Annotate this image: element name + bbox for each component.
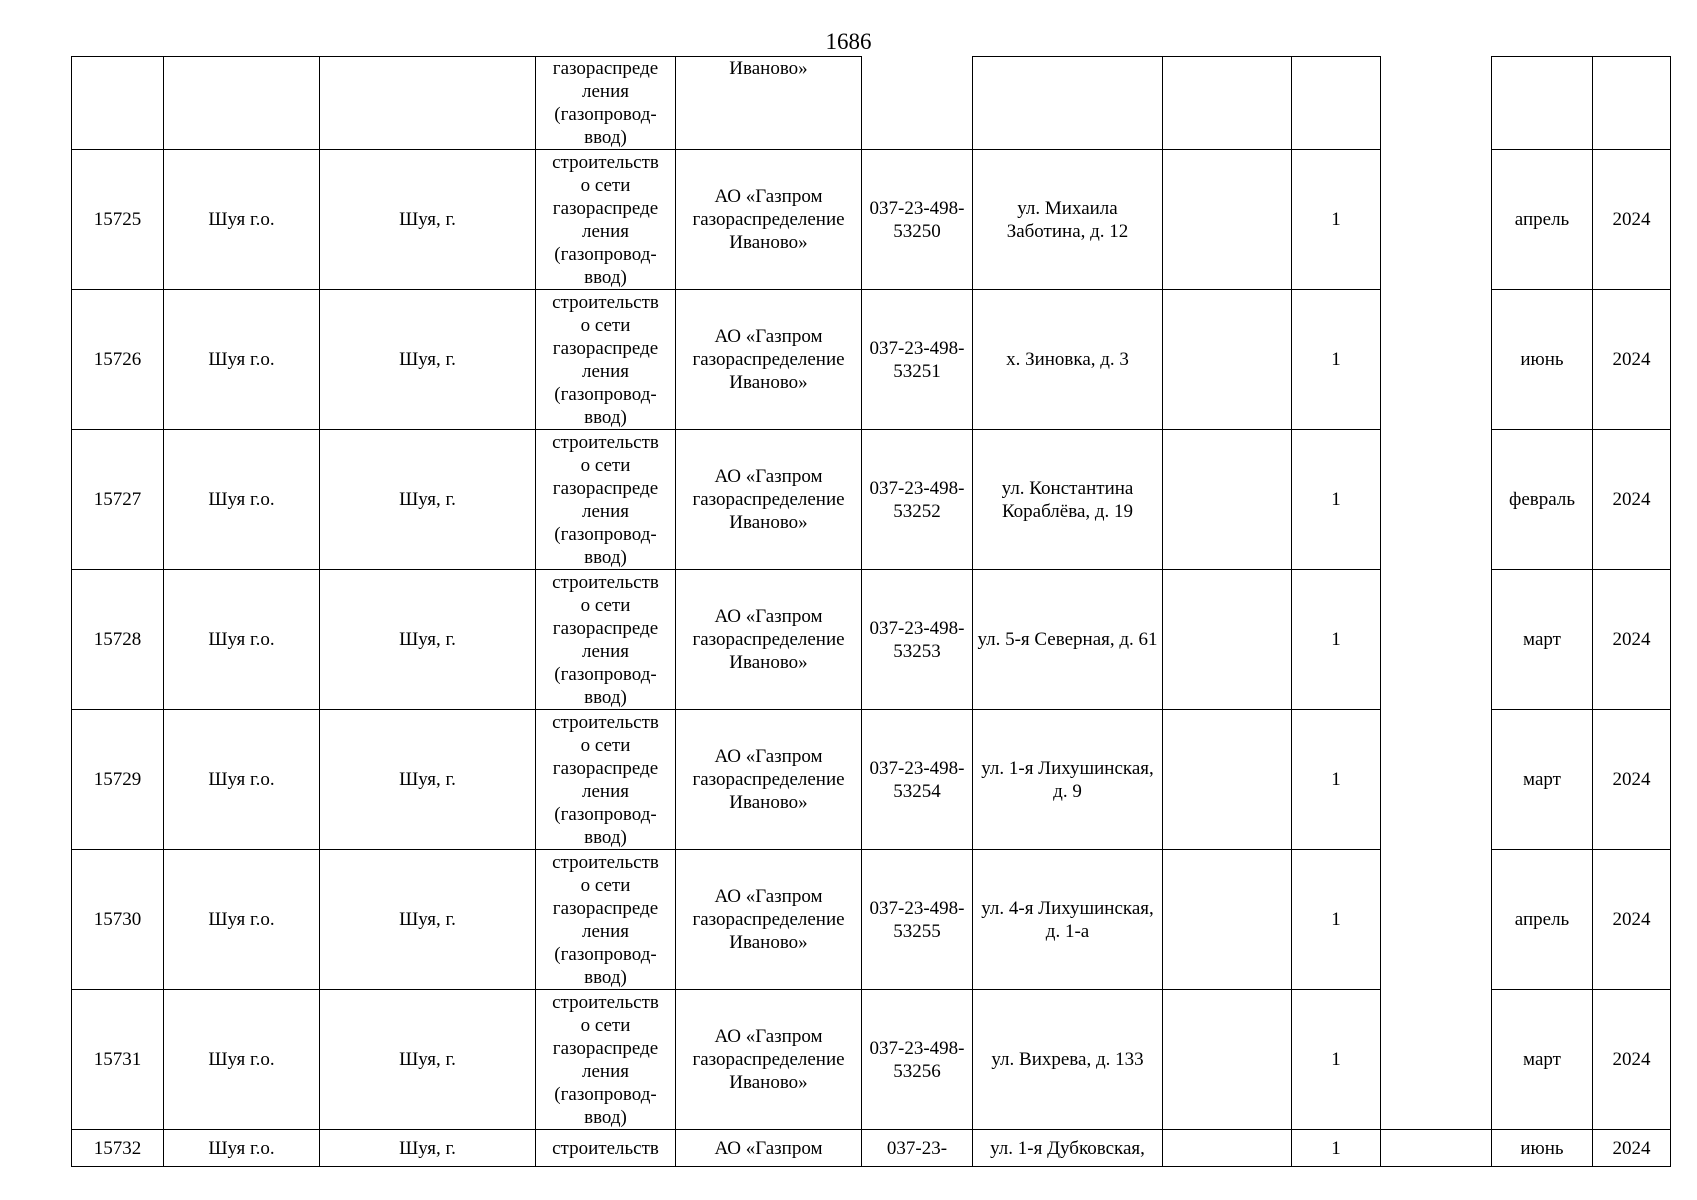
cell-blank bbox=[1163, 150, 1292, 290]
table-row bbox=[72, 150, 1671, 290]
cell-type: строительств bbox=[536, 1130, 676, 1167]
cell-org: Иваново» bbox=[676, 57, 862, 150]
cell-blank-2 bbox=[1381, 990, 1492, 1130]
cell-month: март bbox=[1492, 710, 1593, 850]
cell-id: 15730 bbox=[72, 850, 164, 990]
cell-address bbox=[973, 57, 1163, 150]
cell-org: АО «Газпром газораспределение Иваново» bbox=[676, 710, 862, 850]
cell-id: 15728 bbox=[72, 570, 164, 710]
cell-address: ул. Вихрева, д. 133 bbox=[973, 990, 1163, 1130]
cell-blank bbox=[1163, 430, 1292, 570]
cell-code bbox=[862, 57, 973, 150]
cell-locality: Шуя, г. bbox=[320, 570, 536, 710]
cell-code: 037-23- bbox=[862, 1130, 973, 1167]
cell-count bbox=[1292, 57, 1381, 150]
cell-code: 037-23-498-53254 bbox=[862, 710, 973, 850]
cell-code: 037-23-498-53256 bbox=[862, 990, 973, 1130]
cell-org: АО «Газпром газораспределение Иваново» bbox=[676, 990, 862, 1130]
cell-code: 037-23-498-53255 bbox=[862, 850, 973, 990]
cell-blank bbox=[1163, 850, 1292, 990]
cell-blank-2 bbox=[1381, 1130, 1492, 1167]
cell-type: строительств о сети газораспреде ления (газопровод- ввод) bbox=[536, 850, 676, 990]
cell-district: Шуя г.о. bbox=[164, 710, 320, 850]
cell-year: 2024 bbox=[1593, 570, 1671, 710]
cell-count: 1 bbox=[1292, 290, 1381, 430]
cell-blank bbox=[1163, 1130, 1292, 1167]
cell-month: март bbox=[1492, 990, 1593, 1130]
cell-type: строительств о сети газораспреде ления (газопровод- ввод) bbox=[536, 430, 676, 570]
cell-month: апрель bbox=[1492, 150, 1593, 290]
cell-type: строительств о сети газораспреде ления (газопровод- ввод) bbox=[536, 990, 676, 1130]
cell-blank bbox=[1163, 570, 1292, 710]
cell-district: Шуя г.о. bbox=[164, 290, 320, 430]
cell-count: 1 bbox=[1292, 430, 1381, 570]
cell-month bbox=[1492, 57, 1593, 150]
cell-id bbox=[72, 57, 164, 150]
cell-address: ул. 4-я Лихушинская, д. 1-а bbox=[973, 850, 1163, 990]
cell-district bbox=[164, 57, 320, 150]
cell-type: строительств о сети газораспреде ления (газопровод- ввод) bbox=[536, 290, 676, 430]
cell-address: ул. 1-я Лихушинская, д. 9 bbox=[973, 710, 1163, 850]
table-row bbox=[72, 290, 1671, 430]
cell-org: АО «Газпром газораспределение Иваново» bbox=[676, 150, 862, 290]
cell-blank bbox=[1163, 57, 1292, 150]
cell-code: 037-23-498-53251 bbox=[862, 290, 973, 430]
cell-district: Шуя г.о. bbox=[164, 150, 320, 290]
cell-count: 1 bbox=[1292, 990, 1381, 1130]
cell-id: 15731 bbox=[72, 990, 164, 1130]
cell-year: 2024 bbox=[1593, 1130, 1671, 1167]
cell-id: 15727 bbox=[72, 430, 164, 570]
cell-type: газораспреде ления (газопровод- ввод) bbox=[536, 57, 676, 150]
cell-district: Шуя г.о. bbox=[164, 1130, 320, 1167]
cell-year: 2024 bbox=[1593, 430, 1671, 570]
cell-org: АО «Газпром газораспределение Иваново» bbox=[676, 430, 862, 570]
cell-org: АО «Газпром газораспределение Иваново» bbox=[676, 570, 862, 710]
cell-org: АО «Газпром газораспределение Иваново» bbox=[676, 850, 862, 990]
cell-district: Шуя г.о. bbox=[164, 850, 320, 990]
cell-code: 037-23-498-53250 bbox=[862, 150, 973, 290]
table-row bbox=[72, 1130, 1671, 1167]
cell-address: ул. 1-я Дубковская, bbox=[973, 1130, 1163, 1167]
page-number: 1686 bbox=[825, 29, 872, 54]
cell-count: 1 bbox=[1292, 570, 1381, 710]
cell-locality bbox=[320, 57, 536, 150]
cell-org: АО «Газпром bbox=[676, 1130, 862, 1167]
cell-locality: Шуя, г. bbox=[320, 850, 536, 990]
cell-month: апрель bbox=[1492, 850, 1593, 990]
cell-year: 2024 bbox=[1593, 990, 1671, 1130]
cell-org: АО «Газпром газораспределение Иваново» bbox=[676, 290, 862, 430]
cell-code: 037-23-498-53252 bbox=[862, 430, 973, 570]
cell-locality: Шуя, г. bbox=[320, 990, 536, 1130]
cell-year: 2024 bbox=[1593, 290, 1671, 430]
cell-year bbox=[1593, 57, 1671, 150]
cell-type: строительств о сети газораспреде ления (газопровод- ввод) bbox=[536, 570, 676, 710]
cell-id: 15726 bbox=[72, 290, 164, 430]
table-row bbox=[72, 990, 1671, 1130]
cell-address: ул. Михаила Заботина, д. 12 bbox=[973, 150, 1163, 290]
cell-year: 2024 bbox=[1593, 710, 1671, 850]
cell-month: февраль bbox=[1492, 430, 1593, 570]
table-row bbox=[72, 710, 1671, 850]
cell-year: 2024 bbox=[1593, 850, 1671, 990]
cell-count: 1 bbox=[1292, 710, 1381, 850]
table-row bbox=[72, 430, 1671, 570]
cell-blank-2 bbox=[1381, 290, 1492, 430]
cell-id: 15725 bbox=[72, 150, 164, 290]
cell-locality: Шуя, г. bbox=[320, 710, 536, 850]
cell-locality: Шуя, г. bbox=[320, 290, 536, 430]
cell-district: Шуя г.о. bbox=[164, 990, 320, 1130]
cell-blank-2 bbox=[1381, 570, 1492, 710]
cell-blank-2 bbox=[1381, 710, 1492, 850]
cell-count: 1 bbox=[1292, 150, 1381, 290]
cell-blank-2 bbox=[1381, 150, 1492, 290]
cell-id: 15729 bbox=[72, 710, 164, 850]
cell-district: Шуя г.о. bbox=[164, 430, 320, 570]
table-row bbox=[72, 570, 1671, 710]
cell-count: 1 bbox=[1292, 1130, 1381, 1167]
cell-type: строительств о сети газораспреде ления (газопровод- ввод) bbox=[536, 710, 676, 850]
table-row-continued bbox=[72, 57, 1671, 150]
gas-connection-table bbox=[71, 56, 1671, 1167]
cell-blank bbox=[1163, 710, 1292, 850]
cell-count: 1 bbox=[1292, 850, 1381, 990]
cell-locality: Шуя, г. bbox=[320, 430, 536, 570]
cell-blank-2 bbox=[1381, 850, 1492, 990]
cell-id: 15732 bbox=[72, 1130, 164, 1167]
cell-month: март bbox=[1492, 570, 1593, 710]
cell-address: х. Зиновка, д. 3 bbox=[973, 290, 1163, 430]
cell-blank-2 bbox=[1381, 57, 1492, 150]
cell-district: Шуя г.о. bbox=[164, 570, 320, 710]
cell-type: строительств о сети газораспреде ления (газопровод- ввод) bbox=[536, 150, 676, 290]
table-body bbox=[72, 57, 1671, 1167]
cell-locality: Шуя, г. bbox=[320, 150, 536, 290]
cell-year: 2024 bbox=[1593, 150, 1671, 290]
table-row bbox=[72, 850, 1671, 990]
cell-month: июнь bbox=[1492, 290, 1593, 430]
cell-blank-2 bbox=[1381, 430, 1492, 570]
cell-blank bbox=[1163, 290, 1292, 430]
cell-month: июнь bbox=[1492, 1130, 1593, 1167]
cell-code: 037-23-498-53253 bbox=[862, 570, 973, 710]
cell-address: ул. 5-я Северная, д. 61 bbox=[973, 570, 1163, 710]
cell-locality: Шуя, г. bbox=[320, 1130, 536, 1167]
cell-blank bbox=[1163, 990, 1292, 1130]
cell-address: ул. Константина Кораблёва, д. 19 bbox=[973, 430, 1163, 570]
